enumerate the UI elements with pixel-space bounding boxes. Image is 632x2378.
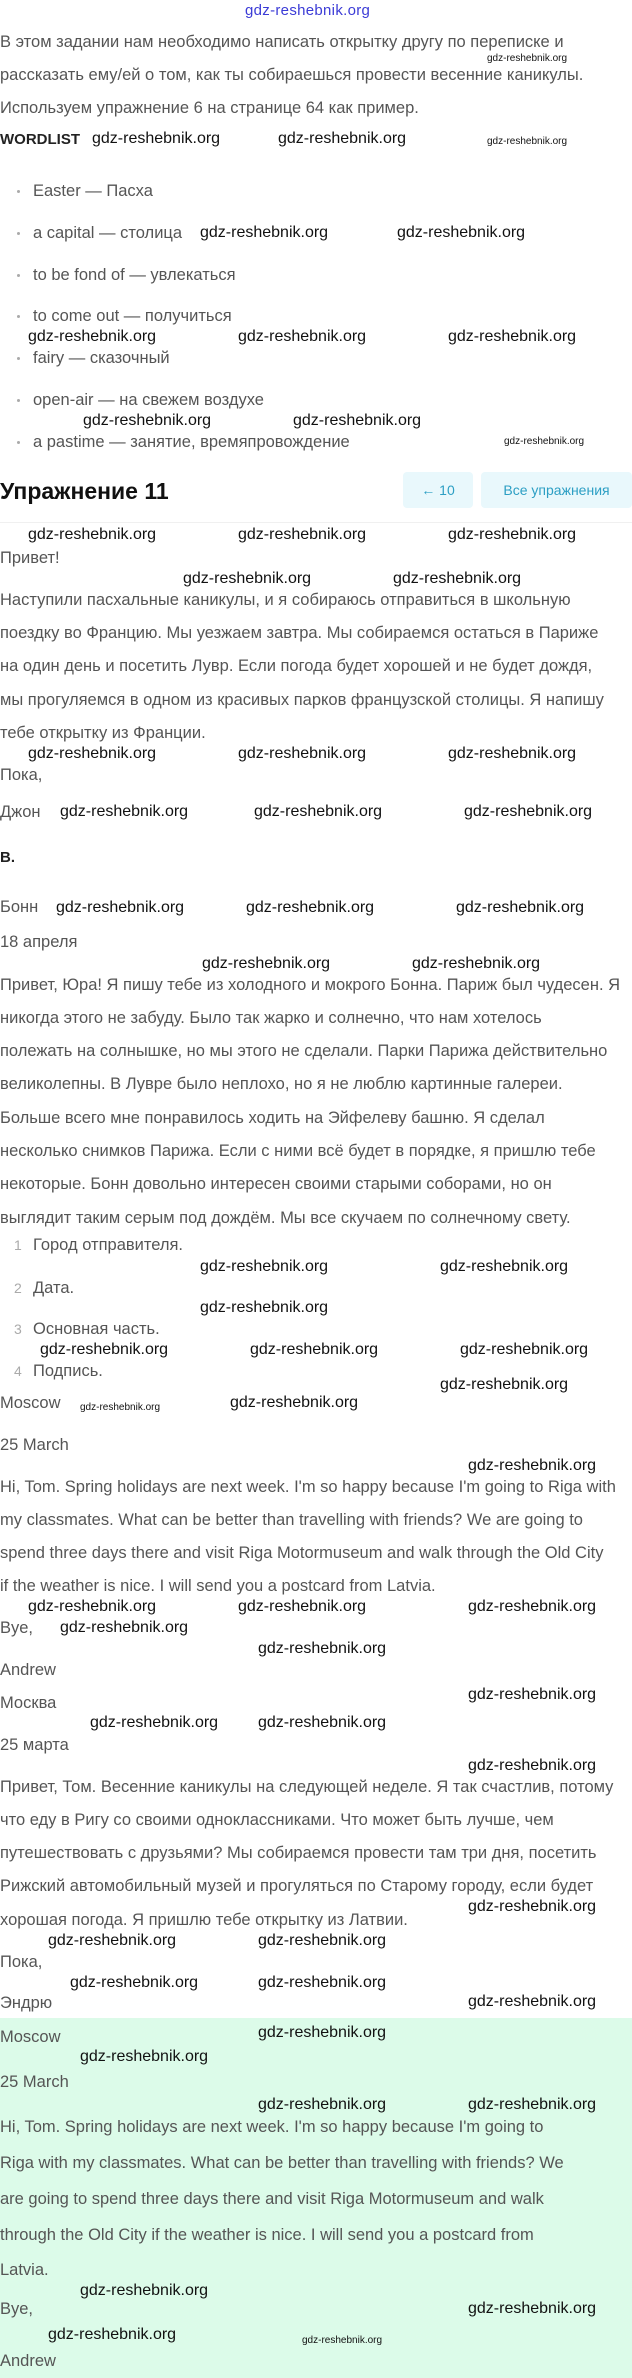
watermark: gdz-reshebnik.org	[254, 803, 383, 820]
watermark: gdz-reshebnik.org	[468, 1686, 597, 1703]
bullet-icon	[17, 399, 20, 402]
list-number: 2	[14, 1280, 22, 1296]
watermark: gdz-reshebnik.org	[60, 1619, 189, 1636]
letter-closing: Пока,	[0, 1953, 43, 1971]
letter-line: мы прогуляемся в одном из красивых парков французской столицы. Я напишу	[0, 691, 604, 709]
watermark: gdz-reshebnik.org	[468, 1993, 597, 2010]
watermark: gdz-reshebnik.org	[258, 1714, 387, 1731]
intro-line: Используем упражнение 6 на странице 64 как пример.	[0, 99, 419, 117]
watermark: gdz-reshebnik.org	[440, 1376, 569, 1393]
letter-signature: Andrew	[0, 2352, 56, 2370]
watermark: gdz-reshebnik.org	[200, 1299, 329, 1316]
watermark: gdz-reshebnik.org	[28, 526, 157, 543]
watermark: gdz-reshebnik.org	[302, 2335, 383, 2346]
watermark: gdz-reshebnik.org	[80, 2282, 209, 2299]
section-b-label: B.	[0, 849, 15, 866]
watermark: gdz-reshebnik.org	[468, 1457, 597, 1474]
letter-line: полежать на солнышке, но мы этого не сделали. Парки Парижа действительно	[0, 1042, 608, 1060]
letter-date: 25 March	[0, 1436, 69, 1454]
wordlist-item: a capital — столица	[33, 224, 183, 242]
bullet-icon	[17, 315, 20, 318]
letter-line: Hi, Tom. Spring holidays are next week. I'm so happy because I'm going to Riga with	[0, 1478, 616, 1496]
watermark: gdz-reshebnik.org	[92, 130, 221, 147]
letter-line: на один день и посетить Лувр. Если погода будет хорошей и не будет дождя,	[0, 657, 593, 675]
letter-line: что еду в Ригу со своими одноклассниками. Что может быть лучше, чем	[0, 1811, 554, 1829]
letter-line: if the weather is nice. I will send you a postcard from Latvia.	[0, 1577, 436, 1595]
watermark: gdz-reshebnik.org	[60, 803, 189, 820]
letter-date: 25 марта	[0, 1736, 69, 1754]
letter-line: spend three days there and visit Riga Motormuseum and walk through the Old City	[0, 1544, 604, 1562]
letter-greeting: Привет!	[0, 549, 60, 567]
watermark: gdz-reshebnik.org	[28, 745, 157, 762]
intro-line: рассказать ему/ей о том, как ты собираешься провести весенние каникулы.	[0, 66, 584, 84]
watermark: gdz-reshebnik.org	[80, 2048, 209, 2065]
part-item: Основная часть.	[33, 1320, 160, 1338]
wordlist-item: to be fond of — увлекаться	[33, 266, 236, 284]
bullet-icon	[17, 232, 20, 235]
watermark: gdz-reshebnik.org	[238, 328, 367, 345]
watermark: gdz-reshebnik.org	[246, 899, 375, 916]
watermark: gdz-reshebnik.org	[70, 1974, 199, 1991]
letter-line: путешествовать с друзьями? Мы собираемся провести там три дня, посетить	[0, 1844, 597, 1862]
watermark: gdz-reshebnik.org	[397, 224, 526, 241]
letter-line: Latvia.	[0, 2261, 49, 2279]
watermark: gdz-reshebnik.org	[468, 1757, 597, 1774]
watermark: gdz-reshebnik.org	[230, 1394, 359, 1411]
watermark: gdz-reshebnik.org	[393, 570, 522, 587]
letter-signature: Джон	[0, 803, 41, 821]
exercise-title: Упражнение 11	[0, 478, 169, 504]
watermark: gdz-reshebnik.org	[258, 1640, 387, 1657]
watermark: gdz-reshebnik.org	[278, 130, 407, 147]
letter-line: несколько снимков Парижа. Если с ними всё будет в порядке, я пришлю тебе	[0, 1142, 596, 1160]
watermark: gdz-reshebnik.org	[238, 1598, 367, 1615]
letter-line: Привет, Юра! Я пишу тебе из холодного и мокрого Бонна. Париж был чудесен. Я	[0, 976, 621, 994]
letter-date: 25 March	[0, 2073, 69, 2091]
letter-line: выглядит таким серым под дождём. Мы все скучаем по солнечному свету.	[0, 1209, 571, 1227]
watermark: gdz-reshebnik.org	[504, 436, 585, 447]
watermark: gdz-reshebnik.org	[80, 1402, 161, 1413]
watermark: gdz-reshebnik.org	[200, 1258, 329, 1275]
watermark: gdz-reshebnik.org	[48, 2326, 177, 2343]
watermark: gdz-reshebnik.org	[456, 899, 585, 916]
bullet-icon	[17, 190, 20, 193]
letter-closing: Bye,	[0, 2300, 34, 2318]
watermark: gdz-reshebnik.org	[202, 955, 331, 972]
part-item: Город отправителя.	[33, 1236, 183, 1254]
watermark: gdz-reshebnik.org	[468, 1898, 597, 1915]
watermark: gdz-reshebnik.org	[487, 53, 568, 64]
watermark: gdz-reshebnik.org	[238, 745, 367, 762]
intro-line: В этом задании нам необходимо написать открытку другу по переписке и	[0, 33, 564, 51]
watermark: gdz-reshebnik.org	[183, 570, 312, 587]
watermark: gdz-reshebnik.org	[28, 1598, 157, 1615]
watermark: gdz-reshebnik.org	[487, 136, 568, 147]
bullet-icon	[17, 357, 20, 360]
letter-line: Привет, Том. Весенние каникулы на следующей неделе. Я так счастлив, потому	[0, 1778, 614, 1796]
all-exercises-button[interactable]: Все упражнения	[481, 472, 632, 508]
watermark: gdz-reshebnik.org	[258, 1974, 387, 1991]
letter-line: поездку во Францию. Мы уезжаем завтра. Мы собираемся остаться в Париже	[0, 624, 599, 642]
letter-city: Moscow	[0, 1394, 61, 1412]
letter-line: through the Old City if the weather is nice. I will send you a postcard from	[0, 2226, 534, 2244]
letter-line: Riga with my classmates. What can be better than travelling with friends? We	[0, 2154, 564, 2172]
letter-line: are going to spend three days there and visit Riga Motormuseum and walk	[0, 2190, 544, 2208]
letter-city: Бонн	[0, 898, 39, 916]
letter-line: хорошая погода. Я пришлю тебе открытку из Латвии.	[0, 1911, 408, 1929]
letter-line: Наступили пасхальные каникулы, и я собираюсь отправиться в школьную	[0, 591, 571, 609]
letter-line: никогда этого не забуду. Было так жарко и солнечно, что нам хотелось	[0, 1009, 542, 1027]
watermark: gdz-reshebnik.org	[250, 1341, 379, 1358]
prev-exercise-button[interactable]: ← 10	[403, 472, 473, 508]
watermark: gdz-reshebnik.org	[258, 1932, 387, 1949]
letter-date: 18 апреля	[0, 933, 78, 951]
letter-signature: Andrew	[0, 1661, 56, 1679]
watermark: gdz-reshebnik.org	[90, 1714, 219, 1731]
wordlist-item: to come out — получиться	[33, 307, 232, 325]
watermark: gdz-reshebnik.org	[56, 899, 185, 916]
watermark: gdz-reshebnik.org	[293, 412, 422, 429]
letter-line: великолепны. В Лувре было неплохо, но я не люблю картинные галереи.	[0, 1075, 563, 1093]
letter-line: Hi, Tom. Spring holidays are next week. I'm so happy because I'm going to	[0, 2118, 544, 2136]
list-number: 1	[14, 1237, 22, 1253]
wordlist-item: Easter — Пасха	[33, 182, 153, 200]
wordlist-item: a pastime — занятие, времяпровождение	[33, 433, 350, 451]
watermark: gdz-reshebnik.org	[468, 1598, 597, 1615]
wordlist-item: fairy — сказочный	[33, 349, 170, 367]
divider	[0, 522, 632, 523]
watermark: gdz-reshebnik.org	[28, 328, 157, 345]
letter-city: Москва	[0, 1694, 57, 1712]
watermark: gdz-reshebnik.org	[464, 803, 593, 820]
letter-line: Рижский автомобильный музей и прогуляться по Старому городу, если будет	[0, 1877, 594, 1895]
site-watermark-header: gdz-reshebnik.org	[245, 2, 371, 19]
letter-signature: Эндрю	[0, 1994, 53, 2012]
watermark: gdz-reshebnik.org	[440, 1258, 569, 1275]
letter-city: Moscow	[0, 2028, 61, 2046]
bullet-icon	[17, 441, 20, 444]
list-number: 3	[14, 1321, 22, 1337]
watermark: gdz-reshebnik.org	[200, 224, 329, 241]
letter-line: некоторые. Бонн довольно интересен своими старыми соборами, но он	[0, 1175, 552, 1193]
letter-line: тебе открытку из Франции.	[0, 724, 206, 742]
watermark: gdz-reshebnik.org	[238, 526, 367, 543]
letter-line: Больше всего мне понравилось ходить на Эйфелеву башню. Я сделал	[0, 1109, 545, 1127]
watermark: gdz-reshebnik.org	[83, 412, 212, 429]
watermark: gdz-reshebnik.org	[412, 955, 541, 972]
wordlist-item: open-air — на свежем воздухе	[33, 391, 264, 409]
watermark: gdz-reshebnik.org	[448, 526, 577, 543]
part-item: Дата.	[33, 1279, 75, 1297]
watermark: gdz-reshebnik.org	[468, 2300, 597, 2317]
watermark: gdz-reshebnik.org	[48, 1932, 177, 1949]
watermark: gdz-reshebnik.org	[258, 2024, 387, 2041]
watermark: gdz-reshebnik.org	[258, 2096, 387, 2113]
part-item: Подпись.	[33, 1362, 103, 1380]
list-number: 4	[14, 1363, 22, 1379]
letter-line: my classmates. What can be better than travelling with friends? We are going to	[0, 1511, 583, 1529]
wordlist-label: WORDLIST	[0, 131, 80, 148]
letter-closing: Bye,	[0, 1619, 34, 1637]
watermark: gdz-reshebnik.org	[460, 1341, 589, 1358]
watermark: gdz-reshebnik.org	[448, 328, 577, 345]
watermark: gdz-reshebnik.org	[40, 1341, 169, 1358]
watermark: gdz-reshebnik.org	[448, 745, 577, 762]
letter-closing: Пока,	[0, 766, 43, 784]
watermark: gdz-reshebnik.org	[468, 2096, 597, 2113]
bullet-icon	[17, 274, 20, 277]
